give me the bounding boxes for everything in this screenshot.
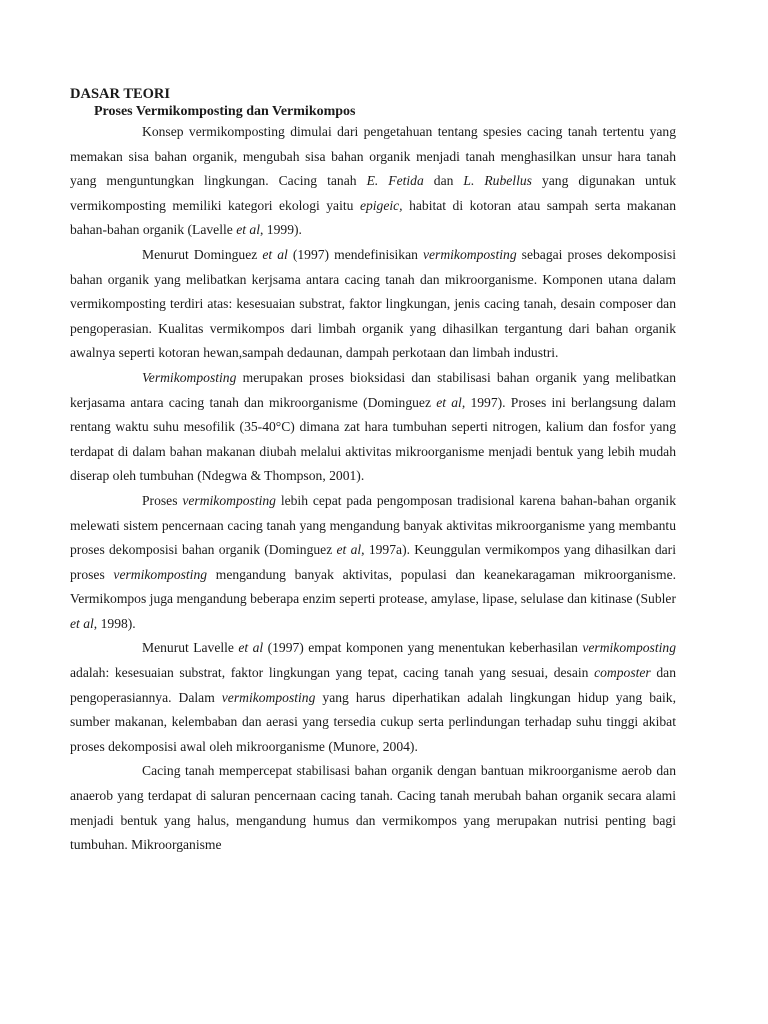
document-page [70,86,676,858]
text: , 1998). [93,615,136,631]
text: , 1999). [260,222,302,238]
paragraph-4 [70,489,676,637]
term: Vermikomposting [142,369,237,385]
text: (1997) mendefinisikan [287,246,423,262]
citation-etal: et al [70,615,94,631]
text: Konsep vermikomposting dimulai dari pengetahuan tentang spesies cacing tanah tertentu yang memakan sisa bahan organik, mengubah sisa bahan organik menjadi tanah menghasilkan unsur hara tanah yang menguntungkan lingkungan. Cacing tanah [70,124,676,189]
species-name: L. Rubellus [463,173,532,189]
paragraph-3 [70,366,676,489]
term: vermikomposting [422,246,517,262]
text: Proses [142,492,183,508]
text: mengandung banyak aktivitas, populasi dan keanekaragaman mikroorganisme. Vermikompos juga mengandung beberapa enzim seperti protease, amylase, lipase, selulase dan kitinase (Subler [70,566,676,607]
paragraph-5 [70,636,676,759]
text: dan [423,173,464,189]
paragraph-2 [70,243,676,366]
section-heading: DASAR TEORI [70,86,171,102]
term: composter [594,665,651,681]
citation-etal: et al [336,542,362,558]
term: vermikomposting [182,492,276,508]
citation-etal: et al [436,394,462,410]
text: (1997) empat komponen yang menentukan keberhasilan [263,640,583,656]
paragraph-6 [70,759,676,857]
citation-etal: et al [236,222,260,238]
text: Cacing tanah mempercepat stabilisasi bahan organik dengan bantuan mikroorganisme aerob dan anaerob yang terdapat di saluran pencernaan cacing tanah. Cacing tanah merubah bahan organik secara alami menjadi bentuk yang halus, mengandung humus dan vermikompos yang merupakan nutrisi penting bagi tumbuhan. Mikroorganisme [70,763,676,853]
term: vermikomposting [582,640,676,656]
text: dan pengoperasiannya. Dalam [70,665,676,705]
text: yang harus diperhatikan adalah lingkungan hidup yang baik, sumber makanan, kelembaban dan aerasi yang tersedia cukup serta perlindungan terhadap suhu tinggi akibat proses dekomposisi awal oleh mikroorganisme (Munore, 2004). [70,689,676,754]
term: vermikomposting [113,566,208,582]
subsection-heading: Proses Vermikomposting dan Vermikompos [94,104,356,119]
text: sebagai proses dekomposisi bahan organik yang melibatkan kerjsama antara cacing tanah dan mikroorganisme. Komponen utana dalam vermikomposting terdiri atas: kesesuaian substrat, faktor lingkungan, jenis cacing tanah, desain composer dan pengoperasian. Kualitas vermikompos dari limbah organik yang dihasilkan tergantung dari bahan organik awalnya seperti kotoran hewan,sampah dedaunan, dampah perkotaan dan limbah industri. [70,246,676,361]
text: lebih cepat pada pengomposan tradisional karena bahan-bahan organik melewati sistem pencernaan cacing tanah yang mengandung banyak aktivitas mikroorganisme yang membantu proses dekomposisi bahan organik (Dominguez [70,492,676,558]
species-name: E. Fetida [366,173,424,189]
citation-etal: et al [238,640,264,656]
text: , 1997a). Keunggulan vermikompos yang dihasilkan dari proses [70,542,676,582]
text: habitat di kotoran atau sampah serta makanan bahan-bahan organik (Lavelle [70,197,676,238]
text: merupakan proses bioksidasi dan stabilisasi bahan organik yang melibatkan kerjasama antara cacing tanah dan mikroorganisme (Dominguez [70,369,676,410]
paragraph-1 [70,120,676,243]
text: adalah: kesesuaian substrat, faktor lingkungan yang tepat, cacing tanah yang sesuai, desain [70,665,595,681]
text: Menurut Lavelle [142,640,239,656]
term: vermikomposting [221,689,316,705]
text: Menurut Dominguez [142,246,263,262]
text: yang digunakan untuk vermikomposting memiliki kategori ekologi yaitu [70,173,676,213]
text: , 1997). Proses ini berlangsung dalam rentang waktu suhu mesofilik (35-40°C) dimana zat hara tumbuhan seperti nitrogen, kalium dan fosfor yang terdapat di dalam bahan makanan diubah melalui aktivitas mikroorganisme menjadi bentuk yang lebih mudah diserap oleh tumbuhan (Ndegwa & Thompson, 2001). [70,394,676,484]
term: epigeic, [359,197,403,213]
citation-etal: et al [262,246,288,262]
